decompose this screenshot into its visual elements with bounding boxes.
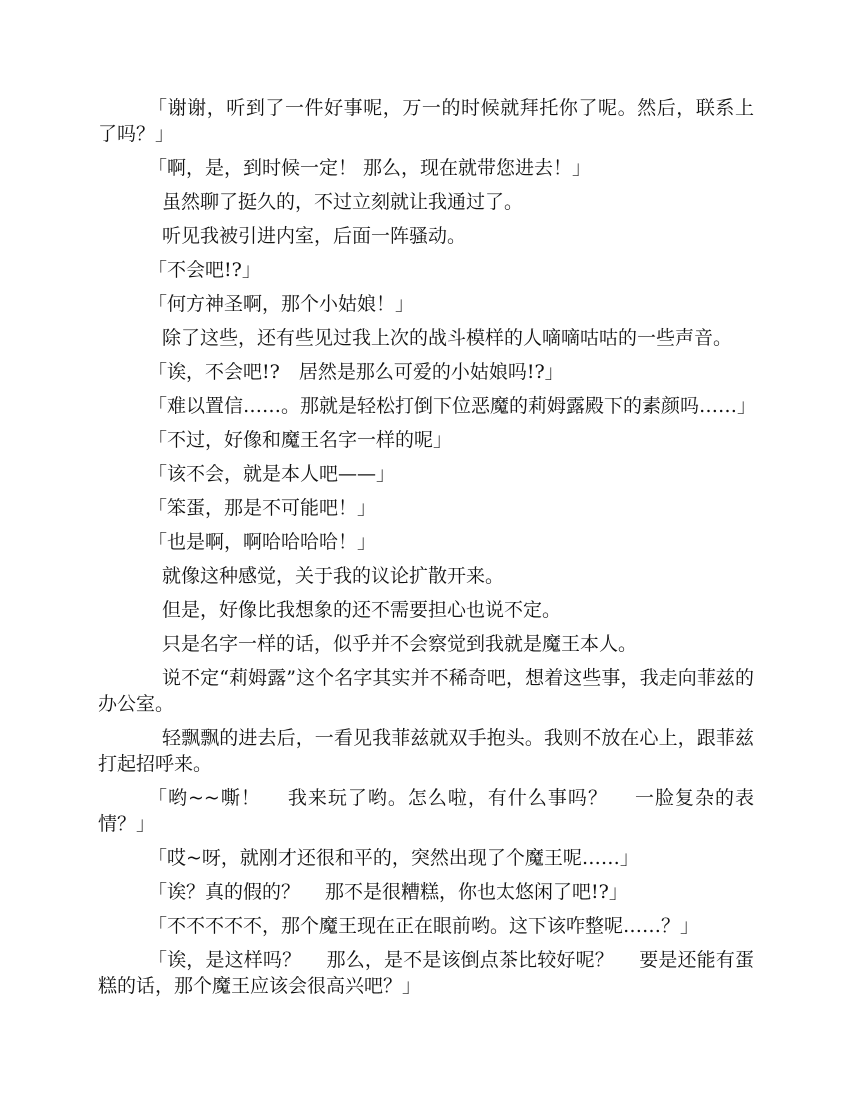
paragraph-12: 「笨蛋，那是不可能吧！」 bbox=[148, 497, 377, 519]
paragraph-5: 「不会吧!?」 bbox=[148, 259, 261, 281]
paragraph-1: 「谢谢，听到了一件好事呢，万一的时候就拜托你了呢。然后，联系上了吗？」 bbox=[98, 97, 754, 145]
paragraph-4: 听见我被引进内室，后面一阵骚动。 bbox=[162, 225, 467, 247]
paragraph-22: 「不不不不不，那个魔王现在正在眼前哟。这下该咋整呢……？」 bbox=[148, 915, 700, 937]
paragraph-14: 就像这种感觉，关于我的议论扩散开来。 bbox=[162, 565, 505, 587]
paragraph-18: 轻飘飘的进去后，一看见我菲兹就双手抱头。我则不放在心上，跟菲兹打起招呼来。 bbox=[98, 727, 754, 775]
paragraph-20: 「哎~呀，就刚才还很和平的，突然出现了个魔王呢……」 bbox=[148, 847, 639, 869]
paragraph-15: 但是，好像比我想象的还不需要担心也说不定。 bbox=[162, 599, 562, 621]
paragraph-13: 「也是啊，啊哈哈哈哈！」 bbox=[148, 531, 377, 553]
paragraph-16: 只是名字一样的话，似乎并不会察觉到我就是魔王本人。 bbox=[162, 633, 638, 655]
paragraph-19: 「哟~~嘶！ 我来玩了哟。怎么啦，有什么事吗？ 一脸复杂的表情？」 bbox=[98, 787, 754, 835]
paragraph-9: 「难以置信……。那就是轻松打倒下位恶魔的莉姆露殿下的素颜吗……」 bbox=[148, 395, 757, 417]
paragraph-3: 虽然聊了挺久的，不过立刻就让我通过了。 bbox=[162, 191, 524, 213]
paragraph-11: 「该不会，就是本人吧——」 bbox=[148, 463, 396, 485]
paragraph-8: 「诶，不会吧!? 居然是那么可爱的小姑娘吗!?」 bbox=[148, 361, 564, 383]
paragraph-10: 「不过，好像和魔王名字一样的呢」 bbox=[148, 429, 453, 451]
paragraph-6: 「何方神圣啊，那个小姑娘！」 bbox=[148, 293, 415, 315]
paragraph-7: 除了这些，还有些见过我上次的战斗模样的人嘀嘀咕咕的一些声音。 bbox=[162, 327, 733, 349]
paragraph-2: 「啊，是，到时候一定！ 那么，现在就带您进去！」 bbox=[148, 157, 592, 179]
paragraph-21: 「诶？真的假的？ 那不是很糟糕，你也太悠闲了吧!?」 bbox=[148, 881, 628, 903]
text-body bbox=[98, 95, 757, 1007]
paragraph-17: 说不定“莉姆露”这个名字其实并不稀奇吧，想着这些事，我走向菲兹的办公室。 bbox=[98, 667, 754, 715]
paragraph-23: 「诶，是这样吗？ 那么，是不是该倒点茶比较好呢？ 要是还能有蛋糕的话，那个魔王应该会很高兴吧？」 bbox=[98, 949, 754, 997]
